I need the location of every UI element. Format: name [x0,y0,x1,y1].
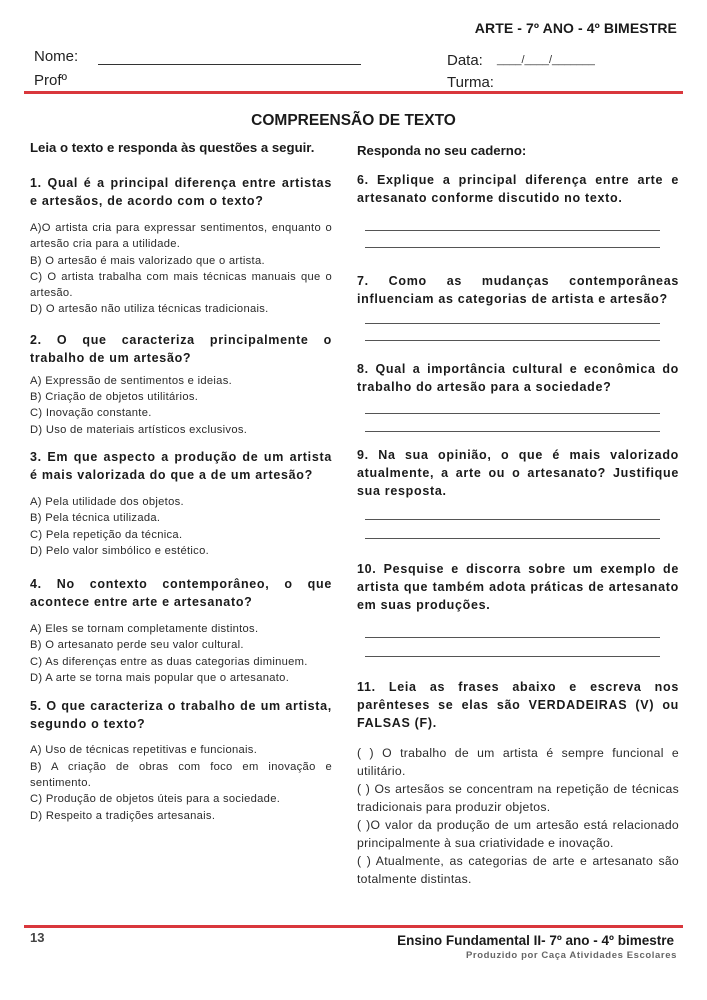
option-a: A) Expressão de sentimentos e ideias. [30,374,233,387]
option-c: C) Pela repetição da técnica. [30,528,183,541]
question-5-options [30,742,332,823]
name-label: Nome: [34,48,79,65]
question-6: 6. Explique a principal diferença entre arte e artesanato conforme discutido no texto. [357,173,679,205]
question-8: 8. Qual a importância cultural e econômica do trabalho do artesão para a sociedade? [357,362,679,394]
question-3: 3. Em que aspecto a produção de um artista é mais valorizada do que a de um artesão? [30,449,332,482]
option-b: B) Criação de objetos utilitários. [30,391,199,404]
question-3-options [30,494,332,559]
worksheet-header-title: ARTE - 7º ANO - 4º BIMESTRE [474,20,677,36]
true-false-item[interactable]: ( ) Atualmente, as categorias de arte e artesanato são totalmente distintas. [357,854,679,886]
right-instruction: Responda no seu caderno: [357,143,527,158]
question-5: 5. O que caracteriza o trabalho de um artista, segundo o texto? [30,699,332,732]
footer-credit: Produzido por Caça Atividades Escolares [466,950,677,961]
option-c: C) Produção de objetos úteis para a sociedade. [30,793,281,806]
option-d: D) Pelo valor simbólico e estético. [30,544,210,557]
answer-line[interactable] [365,340,660,341]
true-false-item[interactable]: ( )O valor da produção de um artesão está relacionado principalmente à sua criatividade e inovação. [357,818,679,850]
option-d: D) A arte se torna mais popular que o artesanato. [30,672,290,685]
teacher-label: Profº [34,72,67,89]
question-1-options [30,220,332,318]
true-false-items [357,744,679,888]
option-a: A) Eles se tornam completamente distintos. [30,623,259,636]
option-a: A) Uso de técnicas repetitivas e funcionais. [30,744,258,757]
question-2-options [30,373,332,438]
option-d: D) Respeito a tradições artesanais. [30,809,216,822]
answer-line[interactable] [365,538,660,539]
section-title: COMPREENSÃO DE TEXTO [251,112,456,129]
option-b: B) Pela técnica utilizada. [30,512,161,525]
option-c: C) As diferenças entre as duas categorias diminuem. [30,655,308,668]
answer-line[interactable] [365,519,660,520]
option-c: C) Inovação constante. [30,407,152,420]
question-1: 1. Qual é a principal diferença entre artistas e artesãos, de acordo com o texto? [30,176,332,208]
option-b: B) O artesanato perde seu valor cultural. [30,639,244,652]
true-false-item[interactable]: ( ) O trabalho de um artista é sempre funcional e utilitário. [357,746,679,778]
option-b: B) O artesão é mais valorizado que o artista. [30,254,265,267]
header-divider [24,91,683,94]
question-11: 11. Leia as frases abaixo e escreva nos parênteses se elas são VERDADEIRAS (V) ou FALSAS (F). [357,680,679,730]
answer-line[interactable] [365,431,660,432]
answer-line[interactable] [365,656,660,657]
question-2: 2. O que caracteriza principalmente o trabalho de um artesão? [30,332,332,365]
date-field-blanks[interactable]: ____/____/_______ [497,54,595,66]
name-field-line[interactable] [98,64,361,65]
answer-line[interactable] [365,413,660,414]
answer-line[interactable] [365,230,660,231]
option-d: D) Uso de materiais artísticos exclusivos. [30,423,248,436]
right-column [357,143,679,888]
answer-line[interactable] [365,247,660,248]
answer-line[interactable] [365,637,660,638]
option-d: D) O artesão não utiliza técnicas tradicionais. [30,303,269,316]
question-7: 7. Como as mudanças contemporâneas influenciam as categorias de artista e artesão? [357,274,679,306]
left-column [30,140,332,824]
answer-line[interactable] [365,323,660,324]
class-label: Turma: [447,74,494,91]
page-number: 13 [30,930,45,945]
true-false-item[interactable]: ( ) Os artesãos se concentram na repetição de técnicas tradicionais para produzir objetos. [357,782,679,814]
option-a: A) Pela utilidade dos objetos. [30,495,184,508]
question-4-options [30,621,332,686]
option-c: C) O artista trabalha com mais técnicas manuais que o artesão. [30,270,332,300]
option-a: A)O artista cria para expressar sentimentos, enquanto o artesão cria para a utilidade. [30,222,332,251]
left-instruction: Leia o texto e responda às questões a seguir. [30,140,315,155]
date-label: Data: [447,52,483,69]
question-9: 9. Na sua opinião, o que é mais valorizado atualmente, a arte ou o artesanato? Justifique sua resposta. [357,448,679,498]
question-10: 10. Pesquise e discorra sobre um exemplo de artista que também adota práticas de artesanato em suas produções. [357,562,679,612]
question-4: 4. No contexto contemporâneo, o que acontece entre arte e artesanato? [30,577,332,610]
footer-title: Ensino Fundamental II- 7º ano - 4º bimestre [397,933,674,948]
footer-divider [24,925,683,928]
option-b: B) A criação de obras com foco em inovação e sentimento. [30,760,332,789]
